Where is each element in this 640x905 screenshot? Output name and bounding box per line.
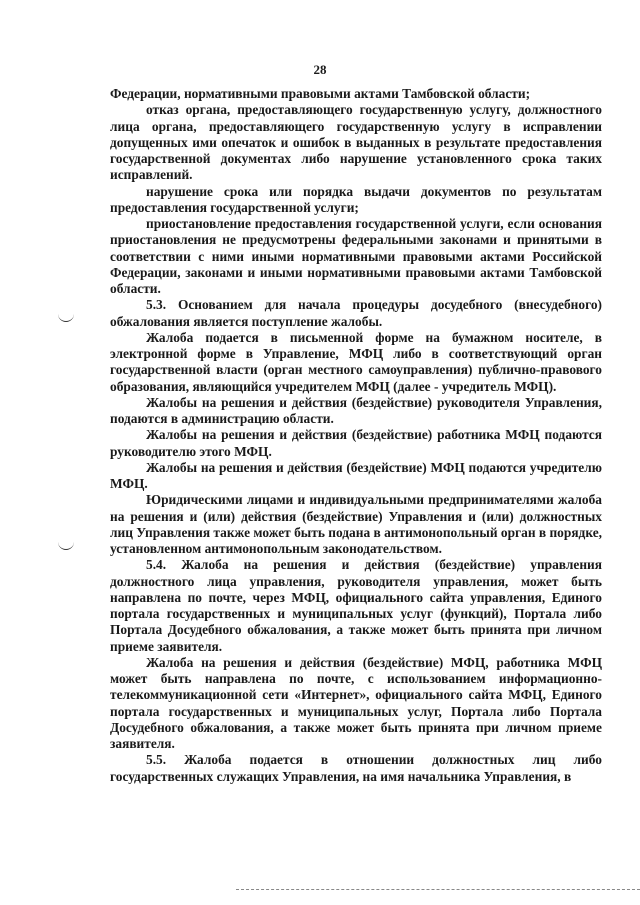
paragraph: 5.5. Жалоба подается в отношении должностных лиц либо государственных служащих Управления, на имя начальника Управления, в bbox=[110, 752, 602, 784]
page-number: 28 bbox=[313, 62, 327, 77]
paragraph: 5.4. Жалоба на решения и действия (бездействие) управления должностного лица управления, руководителя управления, может быть направлена по почте, через МФЦ, официального сайта управления, Единого портала государственных и муниципальных услуг (функций), Портала либо Портала Досудебного обжалования, а также может быть принята при личном приеме заявителя. bbox=[110, 557, 602, 654]
paragraph: Федерации, нормативными правовыми актами Тамбовской области; bbox=[110, 86, 531, 101]
paragraph: нарушение срока или порядка выдачи документов по результатам предоставления государственной услуги; bbox=[110, 183, 602, 215]
paragraph: Жалоба на решения и действия (бездействие) МФЦ, работника МФЦ может быть направлена по почте, с использованием информационно-телекоммуникационной сети «Интернет», официального сайта МФЦ, Единого портала государственных и муниципальных услуг, Портала либо Портала Досудебного обжалования, а также может быть принята при личном приеме заявителя. bbox=[110, 654, 602, 751]
scan-edge-line bbox=[236, 889, 640, 891]
paragraph: отказ органа, предоставляющего государственную услугу, должностного лица органа, предоставляющего государственную услугу в исправлении допущенных ими опечаток и ошибок в выданных в результате предоставления государственной документах либо нарушение установленного срока таких исправлений. bbox=[110, 102, 602, 183]
paragraph: Жалоба подается в письменной форме на бумажном носителе, в электронной форме в Управление, МФЦ либо в соответствующий орган государственной власти (орган местного самоуправления) публично-правового образования, являющийся учредителем МФЦ (далее - учредитель МФЦ). bbox=[110, 329, 602, 394]
paragraph: 5.3. Основанием для начала процедуры досудебного (внесудебного) обжалования является поступление жалобы. bbox=[110, 297, 602, 329]
paragraph: Жалобы на решения и действия (бездействие) работника МФЦ подаются руководителю этого МФЦ. bbox=[110, 427, 602, 459]
paragraph: Жалобы на решения и действия (бездействие) МФЦ подаются учредителю МФЦ. bbox=[110, 459, 602, 491]
paragraph: Юридическими лицами и индивидуальными предпринимателями жалоба на решения и (или) действия (бездействие) Управления и (или) должностных лиц Управления также может быть подана в антимонопольный орган в порядке, установленном антимонопольным законодательством. bbox=[110, 492, 603, 556]
document-body bbox=[110, 86, 602, 785]
paragraph: Жалобы на решения и действия (бездействие) руководителя Управления, подаются в администрацию области. bbox=[110, 394, 602, 426]
margin-mark bbox=[58, 314, 74, 322]
margin-mark bbox=[58, 542, 74, 550]
paragraph: приостановление предоставления государственной услуги, если основания приостановления не предусмотрены федеральными законами и принятыми в соответствии с ними иными нормативными правовыми актами Российской Федерации, законами и иными нормативными правовыми актами Тамбовской области. bbox=[110, 216, 602, 296]
